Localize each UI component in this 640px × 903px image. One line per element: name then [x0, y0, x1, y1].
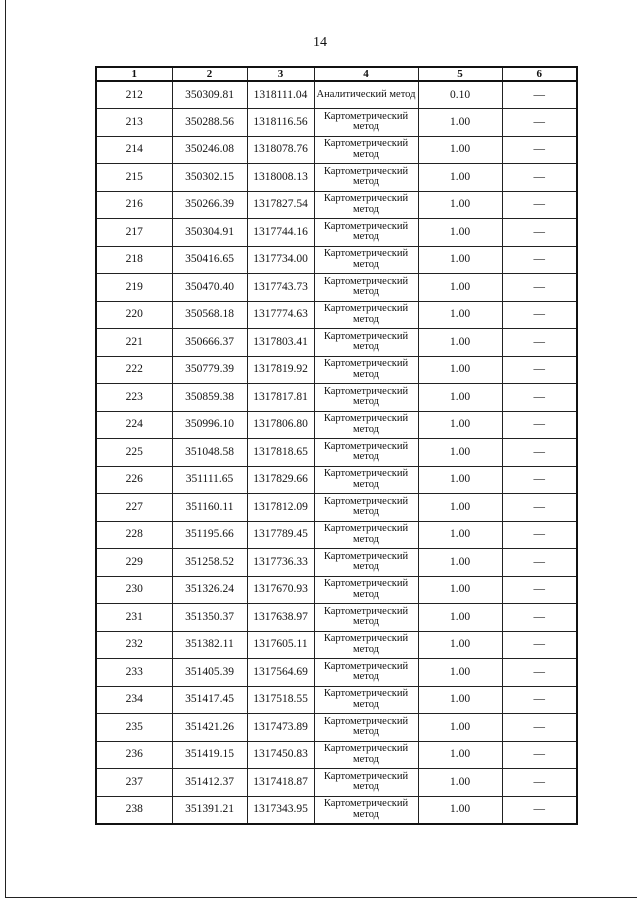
cell-note: —	[502, 109, 577, 137]
cell-accuracy: 1.00	[418, 439, 502, 467]
cell-coord-y: 1317744.16	[247, 219, 314, 247]
cell-accuracy: 1.00	[418, 466, 502, 494]
cell-point-number: 238	[96, 796, 172, 824]
cell-note: —	[502, 384, 577, 412]
cell-coord-x: 351391.21	[172, 796, 247, 824]
cell-method: Картометрический метод	[314, 686, 418, 714]
cell-coord-x: 351195.66	[172, 521, 247, 549]
header-col-4: 4	[314, 67, 418, 81]
cell-accuracy: 1.00	[418, 191, 502, 219]
cell-coord-y: 1318116.56	[247, 109, 314, 137]
cell-accuracy: 1.00	[418, 769, 502, 797]
cell-method: Картометрический метод	[314, 356, 418, 384]
cell-point-number: 226	[96, 466, 172, 494]
table-row	[96, 384, 577, 412]
cell-point-number: 236	[96, 741, 172, 769]
cell-coord-x: 351326.24	[172, 576, 247, 604]
cell-note: —	[502, 549, 577, 577]
cell-accuracy: 0.10	[418, 81, 502, 109]
cell-accuracy: 1.00	[418, 274, 502, 302]
cell-point-number: 237	[96, 769, 172, 797]
cell-note: —	[502, 466, 577, 494]
cell-note: —	[502, 191, 577, 219]
cell-note: —	[502, 219, 577, 247]
cell-point-number: 220	[96, 301, 172, 329]
table-row	[96, 411, 577, 439]
cell-point-number: 230	[96, 576, 172, 604]
header-col-2: 2	[172, 67, 247, 81]
cell-method: Аналитический метод	[314, 81, 418, 109]
cell-point-number: 212	[96, 81, 172, 109]
cell-method: Картометрический метод	[314, 439, 418, 467]
table-row	[96, 81, 577, 109]
cell-point-number: 227	[96, 494, 172, 522]
cell-note: —	[502, 796, 577, 824]
cell-method: Картометрический метод	[314, 659, 418, 687]
cell-point-number: 214	[96, 136, 172, 164]
table-row	[96, 301, 577, 329]
cell-method: Картометрический метод	[314, 301, 418, 329]
cell-point-number: 225	[96, 439, 172, 467]
cell-method: Картометрический метод	[314, 274, 418, 302]
cell-coord-y: 1317605.11	[247, 631, 314, 659]
cell-coord-y: 1317518.55	[247, 686, 314, 714]
cell-method: Картометрический метод	[314, 136, 418, 164]
cell-coord-y: 1317743.73	[247, 274, 314, 302]
cell-method: Картометрический метод	[314, 604, 418, 632]
table-row	[96, 136, 577, 164]
cell-coord-y: 1317736.33	[247, 549, 314, 577]
table-row	[96, 576, 577, 604]
cell-point-number: 213	[96, 109, 172, 137]
cell-coord-y: 1318111.04	[247, 81, 314, 109]
cell-point-number: 224	[96, 411, 172, 439]
table-row	[96, 356, 577, 384]
cell-coord-x: 351382.11	[172, 631, 247, 659]
cell-point-number: 223	[96, 384, 172, 412]
table-header	[96, 67, 577, 81]
cell-accuracy: 1.00	[418, 384, 502, 412]
cell-coord-x: 351048.58	[172, 439, 247, 467]
header-col-3: 3	[247, 67, 314, 81]
cell-accuracy: 1.00	[418, 604, 502, 632]
cell-method: Картометрический метод	[314, 466, 418, 494]
cell-coord-x: 350416.65	[172, 246, 247, 274]
cell-coord-y: 1317774.63	[247, 301, 314, 329]
cell-accuracy: 1.00	[418, 494, 502, 522]
cell-note: —	[502, 439, 577, 467]
cell-point-number: 235	[96, 714, 172, 742]
cell-coord-y: 1317670.93	[247, 576, 314, 604]
cell-coord-y: 1317789.45	[247, 521, 314, 549]
cell-point-number: 229	[96, 549, 172, 577]
cell-accuracy: 1.00	[418, 136, 502, 164]
cell-accuracy: 1.00	[418, 246, 502, 274]
page-border-bottom	[5, 897, 637, 898]
cell-method: Картометрический метод	[314, 576, 418, 604]
cell-coord-x: 351421.26	[172, 714, 247, 742]
cell-method: Картометрический метод	[314, 246, 418, 274]
cell-coord-x: 351412.37	[172, 769, 247, 797]
cell-method: Картометрический метод	[314, 329, 418, 357]
cell-point-number: 218	[96, 246, 172, 274]
cell-coord-x: 350859.38	[172, 384, 247, 412]
cell-point-number: 228	[96, 521, 172, 549]
cell-coord-x: 350266.39	[172, 191, 247, 219]
table-row	[96, 769, 577, 797]
table-row	[96, 549, 577, 577]
cell-coord-x: 350666.37	[172, 329, 247, 357]
cell-coord-y: 1317638.97	[247, 604, 314, 632]
cell-coord-y: 1317450.83	[247, 741, 314, 769]
cell-accuracy: 1.00	[418, 796, 502, 824]
cell-coord-x: 350996.10	[172, 411, 247, 439]
table-row	[96, 329, 577, 357]
header-col-1: 1	[96, 67, 172, 81]
cell-method: Картометрический метод	[314, 191, 418, 219]
cell-point-number: 216	[96, 191, 172, 219]
cell-accuracy: 1.00	[418, 109, 502, 137]
cell-note: —	[502, 356, 577, 384]
cell-accuracy: 1.00	[418, 411, 502, 439]
cell-accuracy: 1.00	[418, 576, 502, 604]
cell-accuracy: 1.00	[418, 356, 502, 384]
cell-coord-y: 1317829.66	[247, 466, 314, 494]
header-col-6: 6	[502, 67, 577, 81]
cell-point-number: 215	[96, 164, 172, 192]
table-row	[96, 466, 577, 494]
cell-coord-y: 1317803.41	[247, 329, 314, 357]
cell-coord-x: 350246.08	[172, 136, 247, 164]
cell-note: —	[502, 329, 577, 357]
cell-method: Картометрический метод	[314, 384, 418, 412]
table-row	[96, 659, 577, 687]
cell-coord-y: 1317473.89	[247, 714, 314, 742]
cell-accuracy: 1.00	[418, 521, 502, 549]
table-row	[96, 191, 577, 219]
cell-note: —	[502, 164, 577, 192]
cell-coord-x: 350304.91	[172, 219, 247, 247]
cell-method: Картометрический метод	[314, 769, 418, 797]
cell-note: —	[502, 274, 577, 302]
cell-note: —	[502, 411, 577, 439]
cell-accuracy: 1.00	[418, 219, 502, 247]
cell-coord-y: 1317343.95	[247, 796, 314, 824]
table-row	[96, 686, 577, 714]
cell-accuracy: 1.00	[418, 329, 502, 357]
cell-note: —	[502, 81, 577, 109]
cell-coord-x: 351405.39	[172, 659, 247, 687]
table-row	[96, 714, 577, 742]
table-row	[96, 164, 577, 192]
table-row	[96, 246, 577, 274]
cell-coord-x: 351417.45	[172, 686, 247, 714]
table-row	[96, 494, 577, 522]
table-row	[96, 521, 577, 549]
cell-coord-y: 1317806.80	[247, 411, 314, 439]
cell-coord-y: 1317817.81	[247, 384, 314, 412]
cell-method: Картометрический метод	[314, 549, 418, 577]
cell-coord-y: 1317818.65	[247, 439, 314, 467]
cell-coord-x: 351111.65	[172, 466, 247, 494]
cell-note: —	[502, 604, 577, 632]
cell-note: —	[502, 576, 577, 604]
cell-accuracy: 1.00	[418, 741, 502, 769]
cell-coord-y: 1317827.54	[247, 191, 314, 219]
cell-coord-x: 351258.52	[172, 549, 247, 577]
cell-note: —	[502, 769, 577, 797]
cell-coord-y: 1318078.76	[247, 136, 314, 164]
cell-method: Картометрический метод	[314, 714, 418, 742]
cell-method: Картометрический метод	[314, 109, 418, 137]
cell-coord-y: 1317418.87	[247, 769, 314, 797]
table-row	[96, 604, 577, 632]
cell-accuracy: 1.00	[418, 164, 502, 192]
cell-method: Картометрический метод	[314, 521, 418, 549]
cell-note: —	[502, 741, 577, 769]
cell-note: —	[502, 631, 577, 659]
table-row	[96, 796, 577, 824]
page-number: 14	[313, 35, 327, 50]
cell-point-number: 233	[96, 659, 172, 687]
cell-coord-x: 351350.37	[172, 604, 247, 632]
cell-coord-x: 350288.56	[172, 109, 247, 137]
cell-accuracy: 1.00	[418, 631, 502, 659]
cell-coord-x: 350779.39	[172, 356, 247, 384]
cell-point-number: 232	[96, 631, 172, 659]
cell-coord-x: 351419.15	[172, 741, 247, 769]
cell-note: —	[502, 659, 577, 687]
cell-accuracy: 1.00	[418, 549, 502, 577]
cell-coord-y: 1317564.69	[247, 659, 314, 687]
cell-point-number: 234	[96, 686, 172, 714]
table-row	[96, 741, 577, 769]
cell-method: Картометрический метод	[314, 631, 418, 659]
table-row	[96, 219, 577, 247]
cell-method: Картометрический метод	[314, 796, 418, 824]
cell-coord-x: 350302.15	[172, 164, 247, 192]
cell-point-number: 231	[96, 604, 172, 632]
cell-method: Картометрический метод	[314, 741, 418, 769]
coordinates-table	[95, 66, 578, 825]
cell-coord-x: 350470.40	[172, 274, 247, 302]
cell-note: —	[502, 136, 577, 164]
cell-coord-y: 1317819.92	[247, 356, 314, 384]
table-body	[96, 81, 577, 824]
cell-point-number: 221	[96, 329, 172, 357]
cell-note: —	[502, 246, 577, 274]
cell-note: —	[502, 494, 577, 522]
table-row	[96, 631, 577, 659]
cell-accuracy: 1.00	[418, 659, 502, 687]
cell-accuracy: 1.00	[418, 686, 502, 714]
cell-coord-y: 1317734.00	[247, 246, 314, 274]
cell-method: Картометрический метод	[314, 164, 418, 192]
cell-coord-x: 351160.11	[172, 494, 247, 522]
cell-point-number: 222	[96, 356, 172, 384]
cell-note: —	[502, 686, 577, 714]
table-row	[96, 274, 577, 302]
cell-coord-x: 350309.81	[172, 81, 247, 109]
header-row	[96, 67, 577, 81]
cell-accuracy: 1.00	[418, 301, 502, 329]
table-row	[96, 439, 577, 467]
cell-note: —	[502, 714, 577, 742]
cell-method: Картометрический метод	[314, 411, 418, 439]
cell-coord-y: 1317812.09	[247, 494, 314, 522]
cell-point-number: 217	[96, 219, 172, 247]
cell-note: —	[502, 301, 577, 329]
cell-note: —	[502, 521, 577, 549]
page-border-left	[5, 0, 6, 898]
cell-point-number: 219	[96, 274, 172, 302]
cell-accuracy: 1.00	[418, 714, 502, 742]
table-row	[96, 109, 577, 137]
cell-coord-x: 350568.18	[172, 301, 247, 329]
cell-coord-y: 1318008.13	[247, 164, 314, 192]
header-col-5: 5	[418, 67, 502, 81]
cell-method: Картометрический метод	[314, 219, 418, 247]
cell-method: Картометрический метод	[314, 494, 418, 522]
